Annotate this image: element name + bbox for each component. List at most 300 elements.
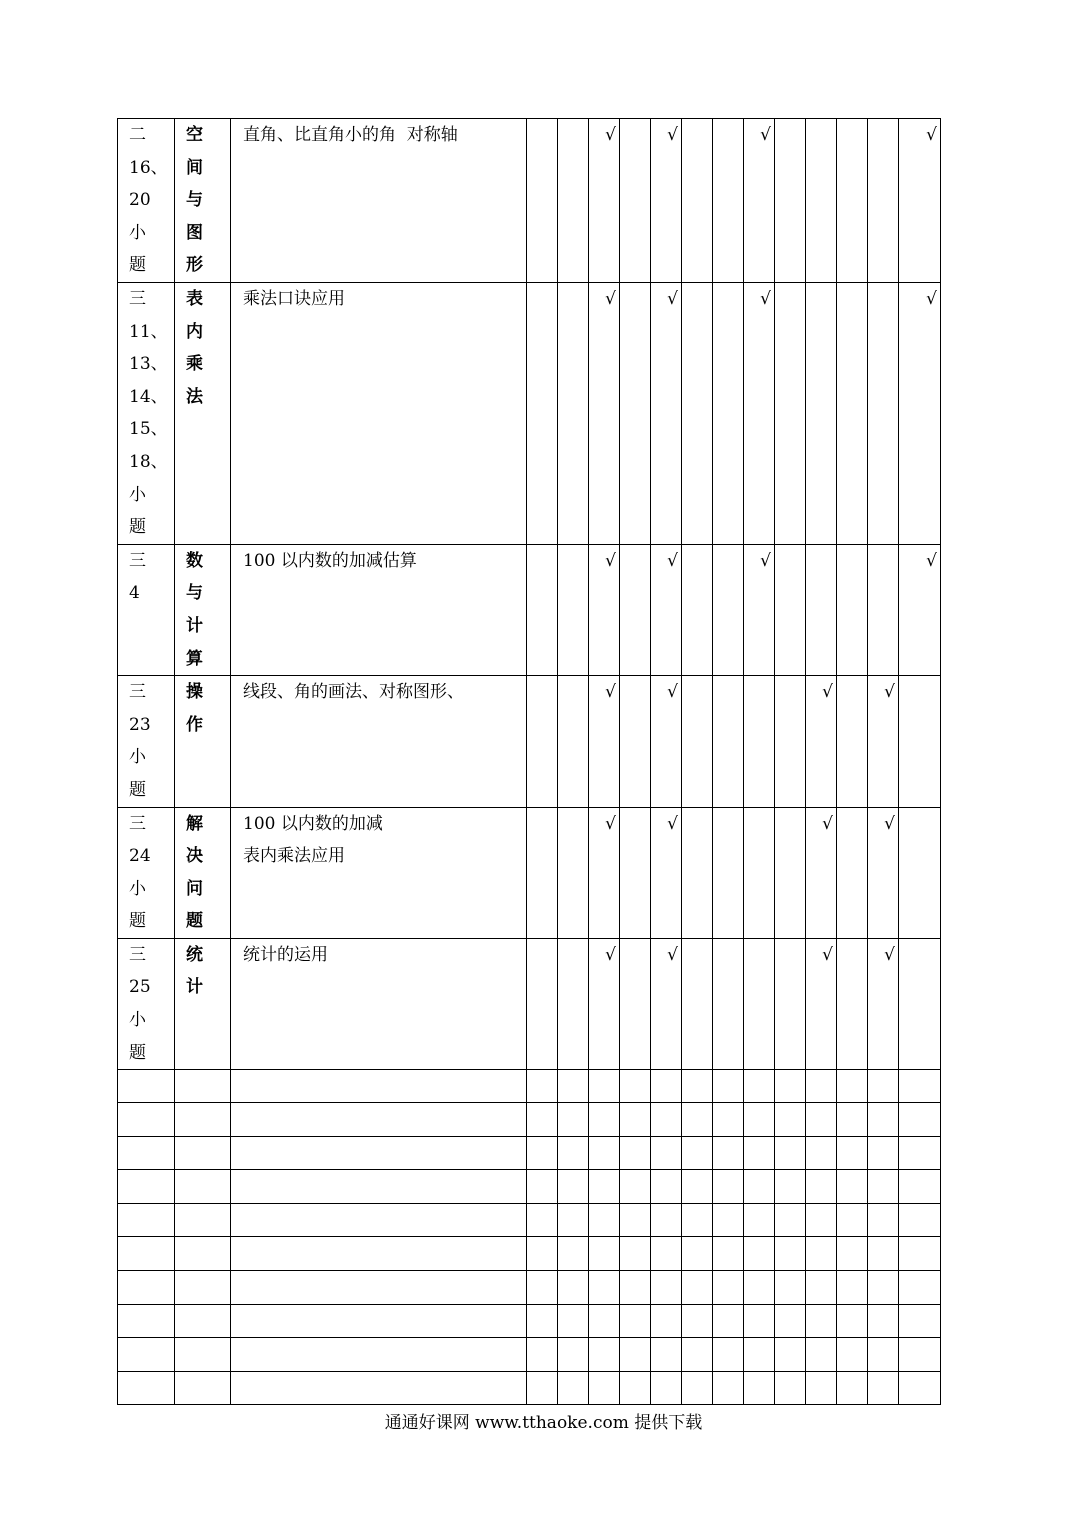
check-mark-cell — [744, 283, 775, 545]
content-line: 表内乘法应用 — [243, 846, 345, 867]
empty-cell — [118, 1204, 175, 1237]
content-line: 乘法口诀应用 — [243, 289, 345, 309]
empty-cell — [837, 938, 868, 1069]
empty-cell — [837, 676, 868, 807]
empty-cell — [682, 283, 713, 545]
check-mark-cell — [589, 544, 620, 675]
check-mark-cell — [806, 676, 837, 807]
question-number-cell — [118, 119, 175, 283]
empty-cell — [806, 1237, 837, 1271]
empty-cell — [651, 1070, 682, 1103]
empty-cell — [713, 938, 744, 1069]
empty-cell — [837, 1204, 868, 1237]
category-line: 计 — [186, 615, 203, 636]
empty-cell — [620, 1372, 651, 1405]
empty-cell — [651, 1103, 682, 1137]
empty-cell — [118, 1305, 175, 1338]
empty-cell — [744, 1305, 775, 1338]
empty-cell — [651, 1372, 682, 1405]
empty-cell — [527, 807, 558, 938]
empty-cell — [558, 283, 589, 545]
empty-cell — [775, 544, 806, 675]
empty-cell — [175, 1137, 231, 1170]
check-mark-cell — [744, 544, 775, 675]
check-mark-cell — [868, 807, 899, 938]
empty-cell — [589, 1204, 620, 1237]
check-mark: √ — [605, 944, 616, 965]
check-mark-cell — [744, 119, 775, 283]
empty-cell — [558, 544, 589, 675]
content-line: 直角、比直角小的角 对称轴 — [243, 125, 458, 145]
check-mark-cell — [806, 938, 837, 1069]
empty-cell — [527, 676, 558, 807]
empty-cell — [682, 1271, 713, 1305]
empty-cell — [620, 1103, 651, 1137]
empty-cell — [527, 1170, 558, 1204]
check-mark: √ — [667, 289, 678, 309]
empty-cell — [527, 1070, 558, 1103]
empty-cell — [744, 1372, 775, 1405]
empty-cell — [837, 544, 868, 675]
empty-cell — [775, 1338, 806, 1372]
empty-cell — [837, 283, 868, 545]
empty-cell — [558, 1338, 589, 1372]
category-line: 统 — [186, 944, 203, 965]
content-cell — [231, 119, 527, 283]
empty-cell — [118, 1103, 175, 1137]
content-line: 线段、角的画法、对称图形、 — [243, 682, 464, 703]
question-number-line: 三 — [129, 813, 146, 834]
empty-row — [118, 1338, 941, 1372]
content-cell — [231, 938, 527, 1069]
empty-cell — [713, 544, 744, 675]
empty-cell — [558, 938, 589, 1069]
empty-cell — [620, 1338, 651, 1372]
category-cell — [175, 119, 231, 283]
empty-cell — [775, 1070, 806, 1103]
check-mark: √ — [822, 813, 833, 834]
empty-cell — [775, 938, 806, 1069]
empty-cell — [682, 676, 713, 807]
empty-cell — [118, 1237, 175, 1271]
empty-cell — [682, 119, 713, 283]
empty-cell — [527, 1338, 558, 1372]
empty-cell — [231, 1170, 527, 1204]
question-number-line: 25 — [129, 977, 151, 998]
empty-cell — [837, 1170, 868, 1204]
empty-cell — [175, 1204, 231, 1237]
empty-cell — [744, 1237, 775, 1271]
check-mark-cell — [651, 119, 682, 283]
question-number-line: 4 — [129, 583, 140, 604]
empty-cell — [899, 1305, 941, 1338]
empty-cell — [868, 544, 899, 675]
question-number-line: 小 — [129, 1010, 146, 1031]
empty-cell — [868, 1137, 899, 1170]
empty-cell — [231, 1237, 527, 1271]
empty-cell — [837, 1305, 868, 1338]
empty-cell — [837, 1372, 868, 1405]
table-row — [118, 283, 941, 545]
empty-cell — [837, 807, 868, 938]
check-mark-cell — [806, 807, 837, 938]
check-mark-cell — [651, 676, 682, 807]
empty-cell — [589, 1070, 620, 1103]
empty-cell — [682, 938, 713, 1069]
empty-cell — [118, 1338, 175, 1372]
check-mark-cell — [589, 938, 620, 1069]
question-number-line: 16、 — [129, 157, 168, 178]
empty-cell — [868, 1237, 899, 1271]
empty-cell — [744, 1170, 775, 1204]
empty-cell — [620, 1070, 651, 1103]
empty-row — [118, 1170, 941, 1204]
category-line: 算 — [186, 648, 203, 669]
empty-cell — [620, 1237, 651, 1271]
empty-cell — [620, 283, 651, 545]
empty-cell — [713, 1137, 744, 1170]
check-mark: √ — [605, 813, 616, 834]
check-mark: √ — [667, 125, 678, 145]
empty-cell — [558, 1170, 589, 1204]
category-line: 决 — [186, 846, 203, 867]
empty-cell — [682, 544, 713, 675]
empty-cell — [231, 1070, 527, 1103]
empty-cell — [806, 1305, 837, 1338]
empty-cell — [837, 119, 868, 283]
empty-cell — [744, 807, 775, 938]
check-mark: √ — [884, 682, 895, 703]
empty-cell — [620, 1305, 651, 1338]
empty-cell — [713, 1271, 744, 1305]
empty-cell — [682, 1170, 713, 1204]
empty-cell — [868, 1338, 899, 1372]
empty-cell — [527, 1137, 558, 1170]
category-cell — [175, 283, 231, 545]
empty-cell — [837, 1070, 868, 1103]
empty-cell — [806, 544, 837, 675]
empty-cell — [806, 1103, 837, 1137]
empty-row — [118, 1237, 941, 1271]
question-number-line: 20 — [129, 190, 151, 211]
category-line: 空 — [186, 125, 203, 145]
empty-cell — [589, 1137, 620, 1170]
content-cell — [231, 283, 527, 545]
content-cell — [231, 676, 527, 807]
empty-cell — [899, 807, 941, 938]
empty-cell — [558, 1305, 589, 1338]
empty-cell — [713, 1103, 744, 1137]
empty-cell — [775, 1271, 806, 1305]
check-mark: √ — [667, 550, 678, 571]
check-mark-cell — [651, 544, 682, 675]
check-mark-cell — [868, 676, 899, 807]
empty-cell — [175, 1305, 231, 1338]
empty-cell — [651, 1204, 682, 1237]
question-number-line: 题 — [129, 911, 146, 932]
question-number-line: 三 — [129, 550, 146, 571]
empty-cell — [589, 1237, 620, 1271]
category-line: 作 — [186, 714, 203, 735]
empty-cell — [682, 1372, 713, 1405]
empty-cell — [806, 1204, 837, 1237]
category-line: 解 — [186, 813, 203, 834]
empty-cell — [589, 1271, 620, 1305]
empty-row — [118, 1305, 941, 1338]
empty-cell — [527, 1305, 558, 1338]
empty-cell — [231, 1372, 527, 1405]
empty-cell — [682, 1204, 713, 1237]
category-line: 题 — [186, 911, 203, 932]
empty-cell — [527, 283, 558, 545]
empty-cell — [682, 1338, 713, 1372]
empty-cell — [651, 1170, 682, 1204]
empty-cell — [837, 1137, 868, 1170]
empty-cell — [806, 1338, 837, 1372]
question-number-line: 13、 — [129, 354, 168, 375]
category-cell — [175, 544, 231, 675]
empty-cell — [527, 1237, 558, 1271]
empty-cell — [527, 1103, 558, 1137]
empty-cell — [558, 119, 589, 283]
empty-cell — [837, 1338, 868, 1372]
empty-cell — [175, 1271, 231, 1305]
empty-cell — [899, 1103, 941, 1137]
empty-cell — [589, 1170, 620, 1204]
empty-cell — [651, 1305, 682, 1338]
check-mark-cell — [899, 544, 941, 675]
empty-cell — [558, 1070, 589, 1103]
empty-cell — [899, 1170, 941, 1204]
empty-cell — [899, 1137, 941, 1170]
empty-cell — [806, 1372, 837, 1405]
empty-cell — [175, 1372, 231, 1405]
category-line: 操 — [186, 682, 203, 703]
empty-cell — [589, 1338, 620, 1372]
empty-cell — [620, 119, 651, 283]
empty-cell — [806, 119, 837, 283]
check-mark-cell — [589, 676, 620, 807]
question-number-line: 11、 — [129, 321, 168, 342]
question-number-line: 二 — [129, 125, 146, 145]
empty-cell — [527, 1271, 558, 1305]
empty-cell — [775, 1204, 806, 1237]
check-mark-cell — [899, 283, 941, 545]
empty-cell — [775, 1170, 806, 1204]
check-mark: √ — [605, 682, 616, 703]
table-row — [118, 676, 941, 807]
empty-cell — [175, 1338, 231, 1372]
check-mark-cell — [589, 119, 620, 283]
empty-cell — [744, 938, 775, 1069]
empty-cell — [620, 1137, 651, 1170]
content-line: 100 以内数的加减 — [243, 813, 383, 834]
question-number-line: 小 — [129, 747, 146, 768]
empty-cell — [651, 1271, 682, 1305]
content-cell — [231, 807, 527, 938]
check-mark: √ — [884, 813, 895, 834]
category-line: 表 — [186, 289, 203, 309]
empty-cell — [713, 283, 744, 545]
empty-cell — [775, 1305, 806, 1338]
empty-cell — [527, 938, 558, 1069]
empty-cell — [837, 1237, 868, 1271]
check-mark: √ — [667, 944, 678, 965]
empty-cell — [713, 1338, 744, 1372]
check-mark: √ — [884, 944, 895, 965]
empty-cell — [231, 1137, 527, 1170]
empty-cell — [558, 1137, 589, 1170]
question-number-cell — [118, 676, 175, 807]
empty-cell — [868, 1103, 899, 1137]
empty-cell — [527, 119, 558, 283]
empty-cell — [175, 1070, 231, 1103]
empty-cell — [231, 1103, 527, 1137]
empty-cell — [775, 1137, 806, 1170]
empty-cell — [806, 1070, 837, 1103]
question-number-cell — [118, 938, 175, 1069]
empty-cell — [682, 1070, 713, 1103]
empty-cell — [868, 1204, 899, 1237]
empty-cell — [620, 544, 651, 675]
empty-cell — [806, 1271, 837, 1305]
empty-cell — [620, 1170, 651, 1204]
category-line: 法 — [186, 386, 203, 407]
empty-cell — [775, 283, 806, 545]
empty-row — [118, 1271, 941, 1305]
question-number-line: 14、 — [129, 386, 168, 407]
content-cell — [231, 544, 527, 675]
question-number-line: 题 — [129, 517, 146, 538]
empty-cell — [558, 1372, 589, 1405]
category-line: 与 — [186, 583, 203, 604]
empty-cell — [775, 1372, 806, 1405]
empty-cell — [899, 1204, 941, 1237]
table-row — [118, 938, 941, 1069]
empty-cell — [620, 938, 651, 1069]
table-row — [118, 807, 941, 938]
check-mark: √ — [926, 289, 937, 309]
question-number-line: 小 — [129, 222, 146, 243]
empty-cell — [558, 1271, 589, 1305]
empty-cell — [837, 1103, 868, 1137]
category-cell — [175, 676, 231, 807]
category-line: 数 — [186, 550, 203, 571]
check-mark-cell — [651, 938, 682, 1069]
empty-cell — [713, 676, 744, 807]
footer-text: 通通好课网 www.tthaoke.com 提供下载 — [384, 1413, 703, 1433]
category-line: 计 — [186, 977, 203, 998]
check-mark: √ — [667, 813, 678, 834]
empty-cell — [775, 1237, 806, 1271]
empty-cell — [744, 1070, 775, 1103]
empty-cell — [118, 1271, 175, 1305]
empty-cell — [620, 1204, 651, 1237]
question-number-cell — [118, 544, 175, 675]
empty-cell — [868, 1070, 899, 1103]
empty-cell — [651, 1338, 682, 1372]
empty-cell — [682, 1103, 713, 1137]
question-number-line: 题 — [129, 779, 146, 800]
empty-cell — [744, 1137, 775, 1170]
empty-cell — [775, 807, 806, 938]
empty-cell — [713, 1372, 744, 1405]
empty-cell — [713, 1204, 744, 1237]
table-row — [118, 544, 941, 675]
category-line: 问 — [186, 878, 203, 899]
question-number-line: 题 — [129, 255, 146, 276]
empty-cell — [651, 1137, 682, 1170]
empty-cell — [231, 1204, 527, 1237]
empty-cell — [118, 1070, 175, 1103]
empty-cell — [868, 1372, 899, 1405]
check-mark-cell — [868, 938, 899, 1069]
empty-cell — [175, 1237, 231, 1271]
empty-cell — [558, 1237, 589, 1271]
empty-cell — [899, 938, 941, 1069]
empty-cell — [118, 1137, 175, 1170]
empty-cell — [744, 1271, 775, 1305]
empty-cell — [231, 1271, 527, 1305]
empty-cell — [744, 1204, 775, 1237]
question-number-cell — [118, 807, 175, 938]
empty-row — [118, 1070, 941, 1103]
empty-cell — [868, 119, 899, 283]
check-mark: √ — [822, 944, 833, 965]
check-mark-cell — [651, 807, 682, 938]
check-mark: √ — [760, 289, 771, 309]
question-number-line: 三 — [129, 289, 146, 309]
check-mark-cell — [589, 283, 620, 545]
empty-cell — [527, 1204, 558, 1237]
empty-row — [118, 1137, 941, 1170]
empty-cell — [682, 1137, 713, 1170]
table-row — [118, 119, 941, 283]
empty-cell — [899, 1237, 941, 1271]
empty-cell — [775, 1103, 806, 1137]
question-number-line: 18、 — [129, 451, 168, 472]
empty-cell — [868, 1305, 899, 1338]
empty-cell — [589, 1305, 620, 1338]
empty-cell — [713, 119, 744, 283]
empty-cell — [682, 1305, 713, 1338]
empty-cell — [899, 1271, 941, 1305]
empty-cell — [713, 1305, 744, 1338]
empty-cell — [713, 807, 744, 938]
category-cell — [175, 807, 231, 938]
empty-cell — [558, 1103, 589, 1137]
question-number-cell — [118, 283, 175, 545]
empty-cell — [775, 676, 806, 807]
category-line: 内 — [186, 321, 203, 342]
empty-cell — [713, 1237, 744, 1271]
empty-cell — [806, 283, 837, 545]
question-number-line: 24 — [129, 846, 151, 867]
check-mark: √ — [760, 125, 771, 145]
empty-cell — [620, 676, 651, 807]
check-mark: √ — [926, 125, 937, 145]
category-line: 与 — [186, 190, 203, 211]
empty-cell — [713, 1170, 744, 1204]
empty-cell — [231, 1305, 527, 1338]
check-mark: √ — [605, 550, 616, 571]
category-line: 间 — [186, 157, 203, 178]
question-number-line: 23 — [129, 714, 151, 735]
empty-cell — [682, 807, 713, 938]
check-mark-cell — [651, 283, 682, 545]
content-line: 100 以内数的加减估算 — [243, 550, 417, 571]
check-mark: √ — [667, 682, 678, 703]
